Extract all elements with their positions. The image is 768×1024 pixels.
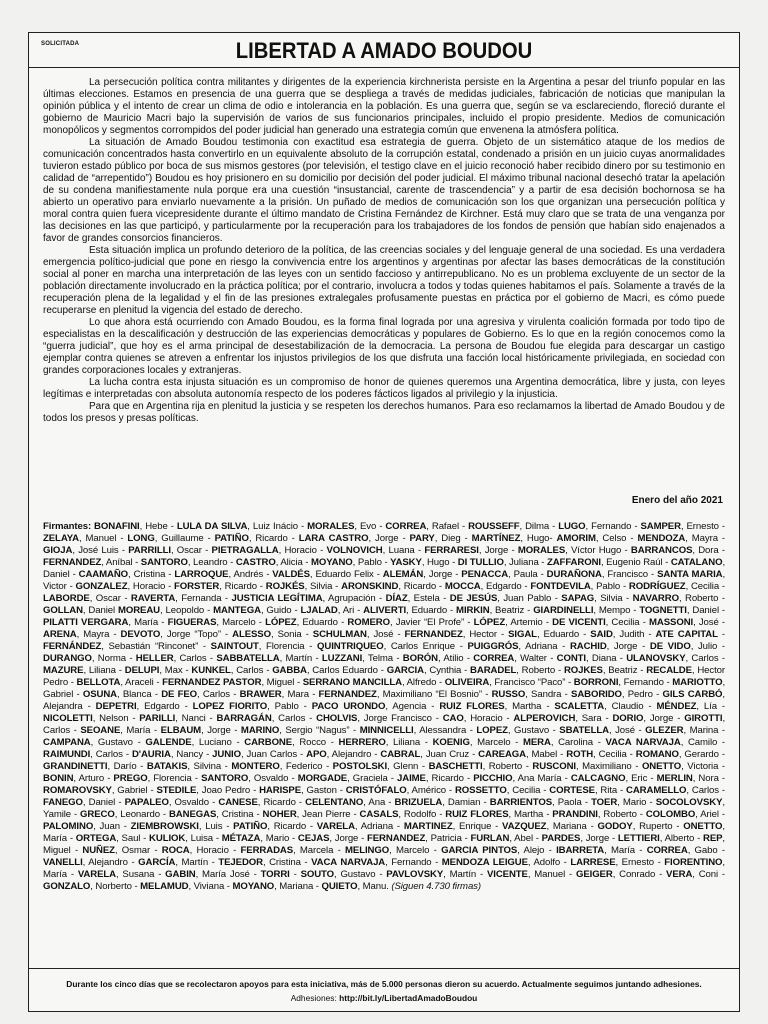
adhesiones-label: Adhesiones:: [290, 993, 337, 1003]
page-title: LIBERTAD A AMADO BOUDOU: [235, 38, 533, 63]
letter-body: [43, 77, 725, 425]
paragraph: La lucha contra esta injusta situación es un compromiso de honor de quienes queremos una Argentina democrática, libre y justa, con leyes legítimas e interpretadas con absoluta autonomía respecto de los poderes fácticos ligados al privilegio y la injusticia.: [43, 377, 725, 400]
paragraph: La persecución política contra militantes y dirigentes de la experiencia kirchnerista persiste en la Argentina a pesar del triunfo popular en las últimas elecciones. Estamos en presencia de una guerra que se despliega a través de medidas judiciales, fabricación de noticias que manipulan la opinión pública y el intento de crear un clima de odio e intolerancia en la población. Es una guerra que, según se va esclareciendo, floreció durante el gobierno de Mauricio Macri bajo la supervisión de varios de sus funcionarios principales, incluido el propio presidente. Medios de comunicación monopólicos y segmentos corrompidos del poder judicial han generado una estrategia común que envenena la atmósfera política.: [43, 77, 725, 136]
signatories-list: [43, 521, 725, 893]
paragraph: La situación de Amado Boudou testimonia con exactitud esa estrategia de guerra. Objeto de un sistemático ataque de los medios de comunicación concentrados hasta convertirlo en un equivalente absoluto de la corrupción estatal, condenado a prisión en un juicio cuyas anormalidades tuvieron estado público por boca de sus mismos gestores (por televisión, el testigo clave en el juicio reconoció haber recibido dinero por su testimonio en calidad de “arrepentido”) Boudou es hoy prisionero en su domicilio por decisión del poder judicial. El máximo tribunal nacional desechó tratar la apelación de su condena manifiestamente nula porque era una cuestión “insustancial, carente de trascendencia” y a partir de esa decisión bochornosa se ha abierto un operativo para enviarlo nuevamente a la prisión. Un puñado de medios de comunicación son los que organizan una persecución política y moral contra quien fuera vicepresidente durante el último mandato de Cristina Fernández de Kirchner. Está muy claro que se trata de una venganza por las decisiones en las que participó, y particularmente por la recuperación para los trabajadores de los fondos de pensión que habían sido enajenados a favor de grandes consorcios financieros.: [43, 137, 725, 244]
footer-note: Durante los cinco días que se recolectaron apoyos para esta iniciativa, más de 5.000 personas dieron su acuerdo. Actualmente seguimos juntando adhesiones.: [66, 979, 702, 989]
date-line: Enero del año 2021: [631, 495, 723, 506]
signatories-names: BONAFINI, Hebe - LULA DA SILVA, Luiz Inácio - MORALES, Evo - CORREA, Rafael - ROUSSEFF, Dilma - LUGO, Fernando - SAMPER, Ernesto - ZELAYA, Manuel - LONG, Guillaume - PATIÑO, Ricardo - LARA CASTRO, Jorge - PARY, Dieg - MARTÍNEZ, Hugo- AMORIM, Celso - MENDOZA, Mayra - GIOJA, José Luis - PARRILLI, Oscar - PIETRAGALLA, Horacio - VOLNOVICH, Luana - FERRARESI, Jorge - MORALES, Víctor Hugo - BARRANCOS, Dora - FERNANDEZ, Aníbal - SANTORO, Leandro - CASTRO, Alicia - MOYANO, Pablo - YASKY, Hugo - DI TULLIO, Juliana - ZAFFARONI, Eugenio Raúl - CATALANO, Daniel - CAAMAÑO, Cristina - LARROQUE, Andrés - VALDÉS, Eduardo Felix - ALEMÁN, Jorge - PENACCA, Paula - DURAÑONA, Francisco - SANTA MARIA, Victor - GONZALEZ, Horacio - FORSTER, Ricardo - ROJKÉS, Silvia - ARONSKIND, Ricardo - MOCCA, Edgardo - FONTDEVILA, Pablo - RODRÍGUEZ, Cecilia - LABORDE, Oscar - RAVERTA, Fernanda - JUSTICIA LEGÍTIMA, Agrupación - DÍAZ, Estela - DE JESÚS, Juan Pablo - SAPAG, Silvia - NAVARRO, Roberto - GOLLAN, Daniel MOREAU, Leopoldo - MANTEGA, Guido - LJALAD, Ari - ALIVERTI, Eduardo - MIRKIN, Beatriz - GIARDINELLI, Mempo - TOGNETTI, Daniel - PILATTI VERGARA, María - FIGUERAS, Marcelo - LÓPEZ, Eduardo - ROMERO, Javier “El Profe” - LÓPEZ, Artemio - DE VICENTI, Cecilia - MASSONI, José - ARENA, Mayra - DEVOTO, Jorge “Topo” - ALESSO, Sonia - SCHULMAN, José - FERNANDEZ, Hector - SIGAL, Eduardo - SAID, Judith - ATE CAPITAL - FERNÁNDEZ, Sebastián “Rinconet” - SAINTOUT, Florencia - QUINTRIQUEO, Carlos Enrique - PUIGGRÓS, Adriana - RACHID, Jorge - DE VIDO, Julio - DURANGO, Norma - HELLER, Carlos - SABBATELLA, Martín - LUZZANI, Telma - BORÓN, Atilio - CORREA, Walter - CONTI, Diana - ULANOVSKY, Carlos - MAZURE, Liliana - DELUPI, Max - KUNKEL, Carlos - GABBA, Carlos Eduardo - GARCIA, Cynthia - BARADEL, Roberto - ROJKES, Beatriz - RECALDE, Hector Pedro - BELLOTA, Araceli - FERNANDEZ PASTOR, Miguel - SERRANO MANCILLA, Alfredo - OLIVEIRA, Francisco “Paco” - BORRONI, Fernando - MARIOTTO, Gabriel - OSUNA, Blanca - DE FEO, Carlos - BRAWER, Mara - FERNANDEZ, Maximiliano “El Bosnio” - RUSSO, Sandra - SABORIDO, Pedro - GILS CARBÓ, Alejandra - DEPETRI, Edgardo - LOPEZ FIORITO, Pablo - PACO URONDO, Agencia - RUIZ FLORES, Martha - SCALETTA, Claudio - MÉNDEZ, Lía - NICOLETTI, Nelson - PARILLI, Nanci - BARRAGÁN, Carlos - CHOLVIS, Jorge Francisco - CAO, Horacio - ALPEROVICH, Sara - DORIO, Jorge - GIROTTI, Carlos - SEOANE, María - ELBAUM, Jorge - MARINO, Sergio “Nagus” - MINNICELLI, Alessandra - LOPEZ, Gustavo - SBATELLA, José - GLEZER, Marina - CAMPANA, Gustavo - GALENDE, Luciano - CARBONE, Rocco - HERRERO, Liliana - KOENIG, Marcelo - MERA, Carolina - VACA NARVAJA, Camilo - RAIMUNDI, Carlos - D'AURIA, Nancy - JUNIO, Juan Carlos - APO, Alejandro - CABRAL, Juan Cruz - CAREAGA, Mabel - ROTH, Cecilia - ROMANO, Gerardo - GRANDINETTI, Darío - BATAKIS, Silvina - MONTERO, Federico - POSTOLSKI, Glenn - BASCHETTI, Roberto - RUSCONI, Maximiliano - ONETTO, Victoria - BONIN, Arturo - PREGO, Florencia - SANTORO, Osvaldo - MORGADE, Graciela - JAIME, Ricardo - PICCHIO, Ana María - CALCAGNO, Eric - MERLIN, Nora - ROMAROVSKY, Gabriel - STEDILE, Joao Pedro - HARISPE, Gaston - CRISTÓFALO, Américo - ROSSETTO, Cecilia - CORTESE, Rita - CARAMELLO, Carlos - FANEGO, Daniel - PAPALEO, Osvaldo - CANESE, Ricardo - CELENTANO, Ana - BRIZUELA, Damian - BARRIENTOS, Paola - TOER, Mario - SOCOLOVSKY, Yamile - GRECO, Leonardo - BANEGAS, Cristina - NOHER, Jean Pierre - CASALS, Rodolfo - RUIZ FLORES, Martha - PRANDINI, Roberto - COLOMBO, Ariel - PALOMINO, Juan - ZIEMBROWSKI, Luis - PATIÑO, Ricardo - VARELA, Adriana - MARTINEZ, Enrique - VAZQUEZ, Mariana - GODOY, Ruperto - ONETTO, María - ORTEGA, Saul - KULIOK, Luisa - MÉTAZA, Mario - CEJAS, Jorge - FERNANDEZ, Patricia - FURLAN, Abel - PARDES, Jorge - LETTIERI, Alberto - REP, Miguel - NUÑEZ, Osmar - ROCA, Horacio - FERRADAS, Marcela - MELINGO, Marcelo - GARCIA PINTOS, Alejo - IBARRETA, María - CORREA, Gabo - VANELLI, Alejandro - GARCÍA, Martín - TEJEDOR, Cristina - VACA NARVAJA, Fernando - MENDOZA LEIGUE, Adolfo - LARRESE, Ernesto - FIORENTINO, María - VARELA, Susana - GABIN, María José - TORRI - SOUTO, Gustavo - PAVLOVSKY, Martín - VICENTE, Manuel - GEIGER, Conrado - VERA, Coni - GONZALO, Norberto - MELAMUD, Viviana - MOYANO, Mariana - QUIETO, Manu.: [43, 521, 726, 892]
header: [29, 33, 739, 68]
paragraph: Esta situación implica un profundo deterioro de la política, de las creencias sociales y del lenguaje general de una sociedad. Es una verdadera emergencia político-judicial que pone en riesgo la convivencia entre los argentinos y argentinas por afectar las bases democráticas de la constitución social al poner en marcha una interpretación de las leyes con un sentido faccioso y antirrepublicano. No es un problema excluyente de un sector de la población directamente involucrado en la práctica política; por el contrario, involucra a todos y todas quienes habitamos el país. Solamente a través de la recuperación plena de la legalidad y el fin de las presiones extralegales profusamente puestas en práctica por el gobierno de Macri, es cómo puede recuperarse en plenitud la vigencia del estado de derecho.: [43, 245, 725, 316]
adhesiones-link[interactable]: http://bit.ly/LibertadAmadoBoudou: [339, 993, 478, 1003]
adhesiones-line: [29, 993, 739, 1003]
paragraph: Lo que ahora está ocurriendo con Amado Boudou, es la forma final lograda por una agresiva y virulenta coalición formada por todo tipo de especialistas en la descalificación y destrucción de las experiencias democráticas y populares de Gobierno. Es lo que en la región conocemos como la “guerra judicial”, que hoy es el arma principal de desestabilización de la democracia. La persona de Boudou fue elegida para descargar un castigo ejemplar contra quienes se atreven a enfrentar los injustos privilegios de los que disfruta una facción local históricamente privilegiada, en sociedad con grandes corporaciones locales y extranjeras.: [43, 317, 725, 376]
signatories-label: Firmantes:: [43, 521, 92, 532]
paragraph: Para que en Argentina rija en plenitud la justicia y se respeten los derechos humanos. Para eso reclamamos la libertad de Amado Boudou y de todos los presos y presas políticas.: [43, 401, 725, 424]
signatories-more: (Siguen 4.730 firmas): [391, 881, 481, 892]
solicitada-sheet: [28, 32, 740, 1012]
section-label: SOLICITADA: [41, 41, 80, 47]
footer: [29, 968, 739, 1011]
